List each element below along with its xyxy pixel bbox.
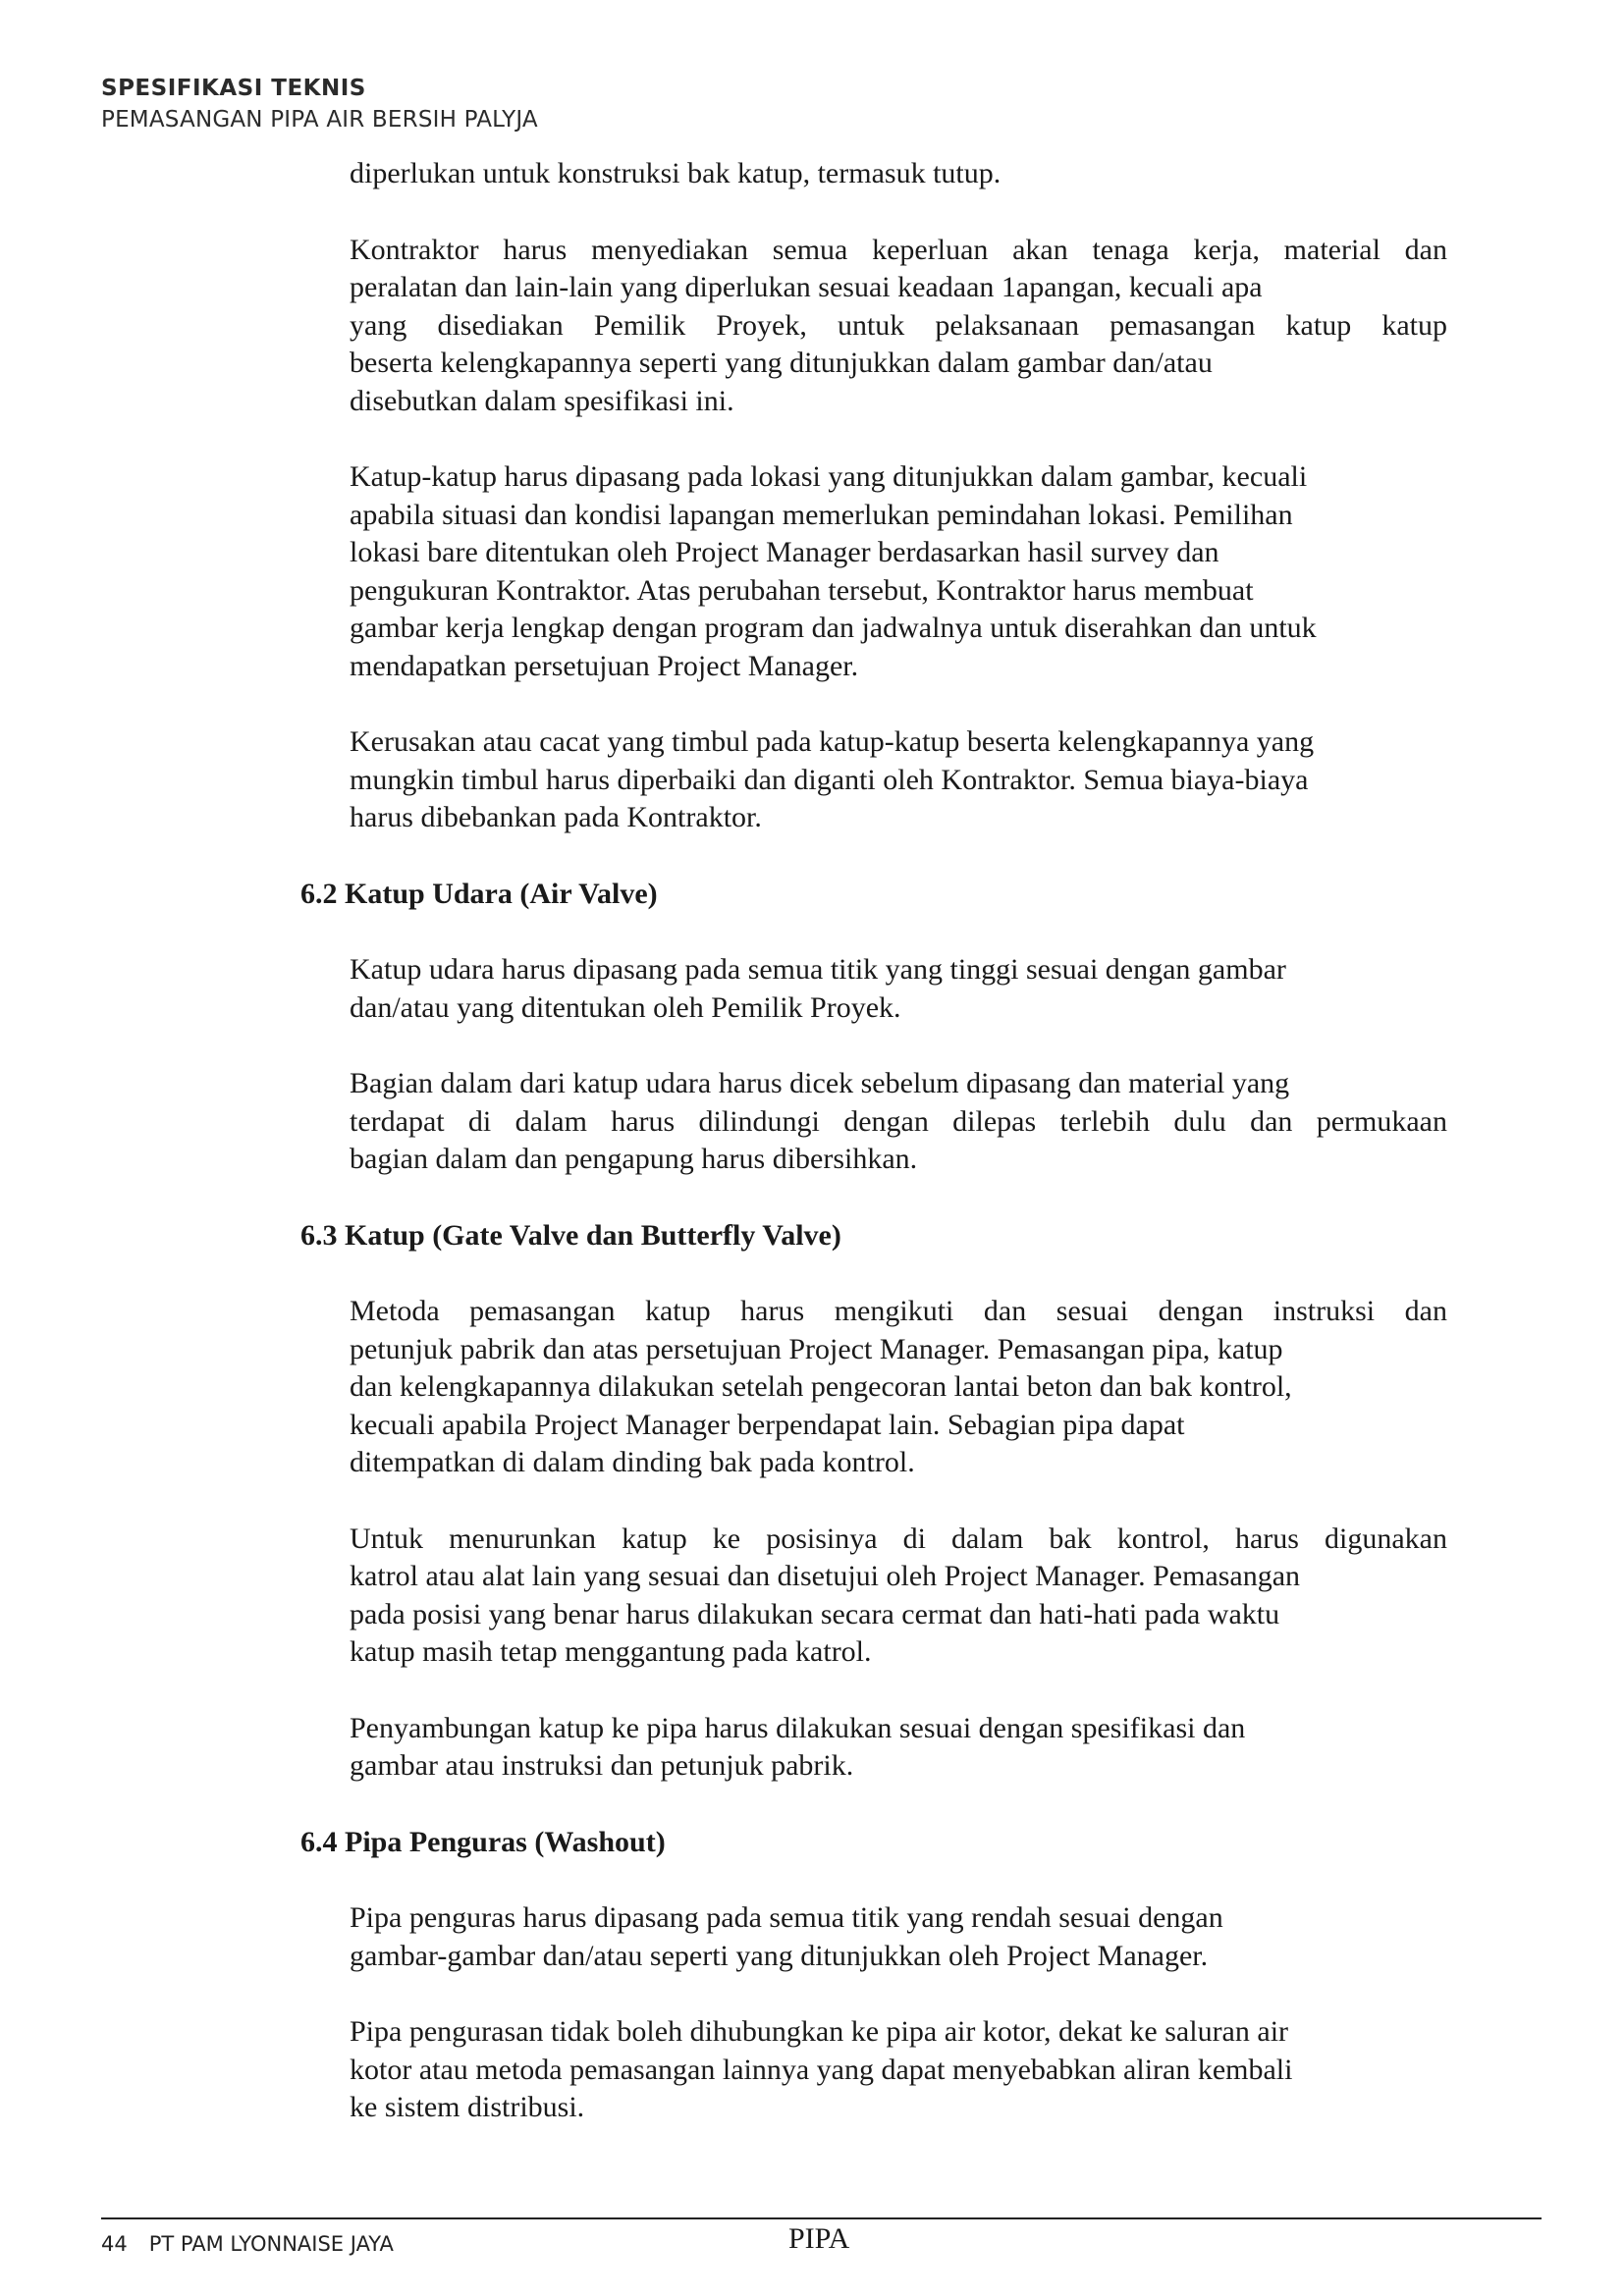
text-line: petunjuk pabrik dan atas persetujuan Project Manager. Pemasangan pipa, katup — [350, 1332, 1283, 1365]
text-line: kotor atau metoda pemasangan lainnya yang dapat menyebabkan aliran kembali — [350, 2053, 1293, 2086]
text-line: mungkin timbul harus diperbaiki dan diganti oleh Kontraktor. Semua biaya-biaya — [350, 763, 1309, 796]
text-line: diperlukan untuk konstruksi bak katup, termasuk tutup. — [350, 157, 1001, 189]
text-line: gambar kerja lengkap dengan program dan jadwalnya untuk diserahkan dan untuk — [350, 612, 1317, 644]
text-line: peralatan dan lain-lain yang diperlukan sesuai keadaan 1apangan, kecuali apa — [350, 271, 1263, 303]
text-line: Katup-katup harus dipasang pada lokasi yang ditunjukkan dalam gambar, kecuali — [350, 460, 1308, 493]
text-line: Kontraktor harus menyediakan semua keperluan akan tenaga kerja, material dan — [350, 233, 1447, 266]
text-line: lokasi bare ditentukan oleh Project Manager berdasarkan hasil survey dan — [350, 536, 1219, 568]
text-line: disebutkan dalam spesifikasi ini. — [350, 384, 734, 417]
paragraph-intro — [350, 155, 1447, 193]
paragraph-6-2-1 — [350, 951, 1447, 1027]
text-line: Untuk menurunkan katup ke posisinya di dalam bak kontrol, harus digunakan — [350, 1522, 1447, 1555]
paragraph-6-3-2 — [350, 1521, 1447, 1672]
text-line: dan/atau yang ditentukan oleh Pemilik Proyek. — [350, 990, 901, 1024]
text-line: katrol atau alat lain yang sesuai dan disetujui oleh Project Manager. Pemasangan — [350, 1560, 1301, 1592]
text-line: gambar atau instruksi dan petunjuk pabrik. — [350, 1749, 854, 1782]
footer-company: PT PAM LYONNAISE JAYA — [148, 2232, 394, 2256]
text-line: ditempatkan di dalam dinding bak pada kontrol. — [350, 1446, 915, 1478]
text-line: terdapat di dalam harus dilindungi dengan dilepas terlebih dulu dan permukaan — [350, 1104, 1447, 1138]
paragraph-6-2-2 — [350, 1065, 1447, 1179]
text-line: Penyambungan katup ke pipa harus dilakukan sesuai dengan spesifikasi dan — [350, 1711, 1246, 1744]
page-footer — [101, 2232, 394, 2256]
paragraph-kerusakan — [350, 723, 1447, 837]
paragraph-6-3-3 — [350, 1710, 1447, 1786]
text-line: katup masih tetap menggantung pada katrol. — [350, 1635, 872, 1668]
section-heading-6-3: 6.3 Katup (Gate Valve dan Butterfly Valve) — [300, 1218, 841, 1252]
text-line: kecuali apabila Project Manager berpendapat lain. Sebagian pipa dapat — [350, 1408, 1185, 1441]
text-line: bagian dalam dan pengapung harus dibersihkan. — [350, 1143, 918, 1175]
header-title: SPESIFIKASI TEKNIS — [101, 76, 366, 101]
text-line: harus dibebankan pada Kontraktor. — [350, 801, 762, 833]
document-body — [300, 155, 1449, 2165]
paragraph-kontraktor — [350, 232, 1447, 421]
text-line: pengukuran Kontraktor. Atas perubahan tersebut, Kontraktor harus membuat — [350, 573, 1254, 607]
text-line: gambar-gambar dan/atau seperti yang ditunjukkan oleh Project Manager. — [350, 1939, 1209, 1972]
paragraph-6-3-1 — [350, 1293, 1447, 1482]
text-line: Kerusakan atau cacat yang timbul pada katup-katup beserta kelengkapannya yang — [350, 725, 1315, 758]
text-line: yang disediakan Pemilik Proyek, untuk pelaksanaan pemasangan katup katup — [350, 308, 1447, 342]
text-line: apabila situasi dan kondisi lapangan memerlukan pemindahan lokasi. Pemilihan — [350, 498, 1293, 531]
footer-chapter: PIPA — [788, 2222, 850, 2255]
section-heading-6-2: 6.2 Katup Udara (Air Valve) — [300, 877, 658, 910]
text-line: ke sistem distribusi. — [350, 2091, 585, 2123]
paragraph-katup-lokasi — [350, 458, 1447, 685]
paragraph-6-4-1 — [350, 1899, 1447, 1975]
text-line: Bagian dalam dari katup udara harus dicek sebelum dipasang dan material yang — [350, 1067, 1290, 1099]
paragraph-6-4-2 — [350, 2013, 1447, 2127]
text-line: dan kelengkapannya dilakukan setelah pengecoran lantai beton dan bak kontrol, — [350, 1370, 1292, 1403]
section-heading-6-4: 6.4 Pipa Penguras (Washout) — [300, 1825, 666, 1858]
text-line: beserta kelengkapannya seperti yang ditunjukkan dalam gambar dan/atau — [350, 347, 1213, 379]
footer-divider — [101, 2217, 1542, 2219]
text-line: mendapatkan persetujuan Project Manager. — [350, 649, 859, 682]
text-line: Pipa penguras harus dipasang pada semua titik yang rendah sesuai dengan — [350, 1901, 1223, 1934]
text-line: Katup udara harus dipasang pada semua titik yang tinggi sesuai dengan gambar — [350, 953, 1286, 986]
text-line: Metoda pemasangan katup harus mengikuti dan sesuai dengan instruksi dan — [350, 1295, 1447, 1327]
header-subtitle: PEMASANGAN PIPA AIR BERSIH PALYJA — [101, 107, 538, 133]
text-line: Pipa pengurasan tidak boleh dihubungkan ke pipa air kotor, dekat ke saluran air — [350, 2015, 1289, 2048]
page-number: 44 — [101, 2232, 128, 2256]
text-line: pada posisi yang benar harus dilakukan secara cermat dan hati-hati pada waktu — [350, 1597, 1280, 1630]
page-header — [101, 73, 538, 135]
